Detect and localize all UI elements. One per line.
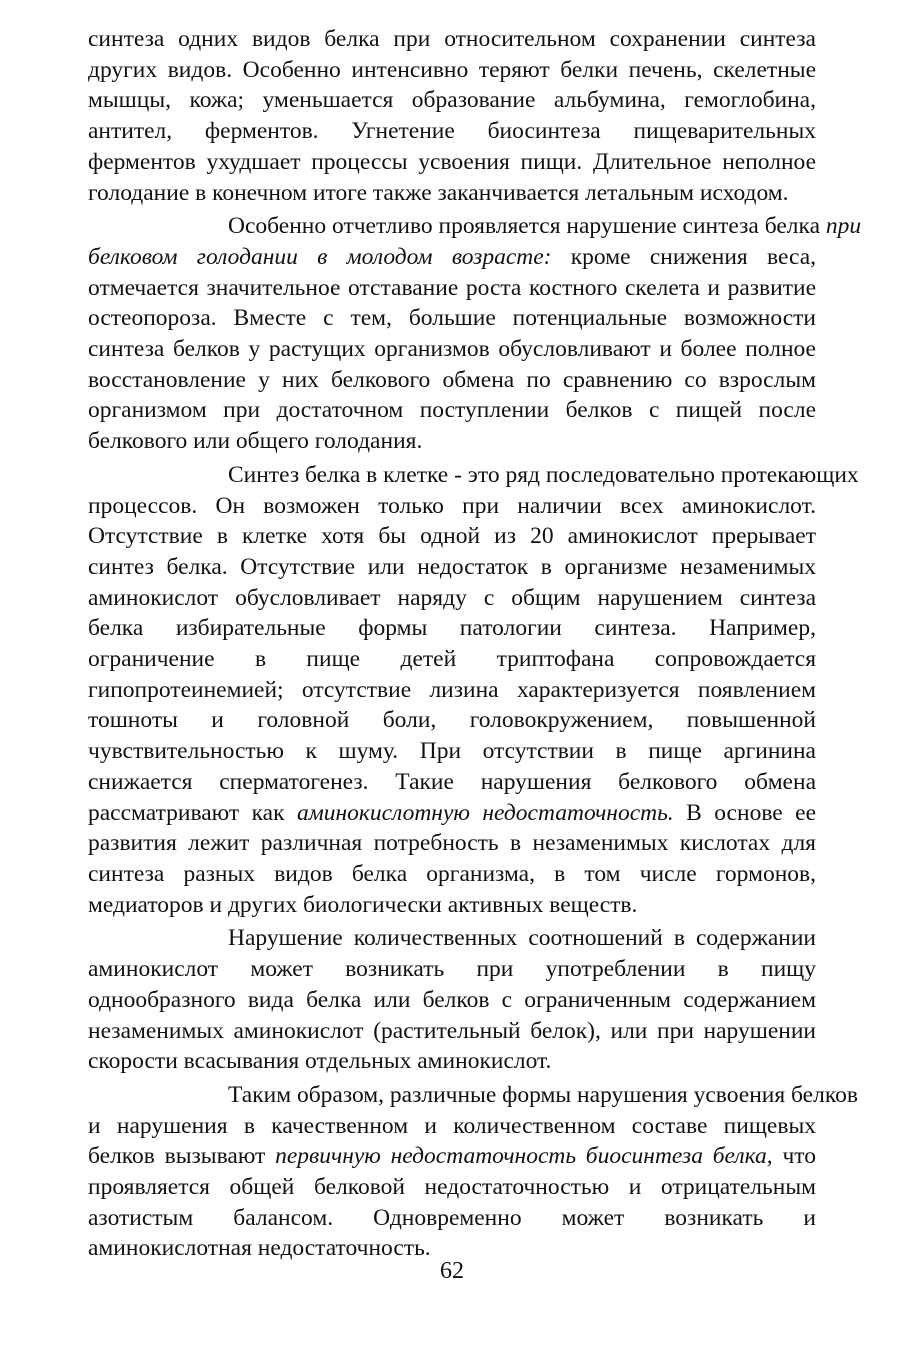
text-line <box>88 426 816 457</box>
text-line <box>88 491 816 522</box>
text-line <box>88 116 816 147</box>
text-line <box>88 675 816 706</box>
text-line <box>88 859 816 890</box>
text-line <box>88 178 816 209</box>
text-run: мышцы, кожа; уменьшается образование альбумина, гемоглобина, <box>88 87 816 114</box>
text-line <box>88 460 859 491</box>
text-run: развития лежит различная потребность в незаменимых кислотах для <box>88 830 816 857</box>
text-run: и нарушения в качественном и количественном составе пищевых <box>88 1112 816 1139</box>
text-run: В основе ее <box>673 799 817 826</box>
text-run: отмечается значительное отставание роста костного скелета и развитие <box>88 274 816 301</box>
text-line <box>88 1203 816 1234</box>
text-run: аминокислотная недостаточность. <box>88 1235 431 1262</box>
text-run: медиаторов и других биологически активных веществ. <box>88 891 638 918</box>
text-line <box>88 985 816 1016</box>
page-number: 62 <box>440 1258 464 1284</box>
italic-text: при <box>825 213 862 240</box>
paragraph-5 <box>88 1080 858 1264</box>
text-run: синтеза разных видов белка организма, в том числе гормонов, <box>88 860 816 887</box>
text-run: Нарушение количественных соотношений в содержании <box>228 925 816 952</box>
text-line <box>88 798 816 829</box>
page-body <box>88 24 862 1264</box>
text-run: восстановление у них белкового обмена по сравнению со взрослым <box>88 366 816 393</box>
text-run: гипопротеинемией; отсутствие лизина характеризуется появлением <box>88 676 816 703</box>
text-run: антител, ферментов. Угнетение биосинтеза пищеварительных <box>88 118 816 145</box>
paragraph-2 <box>88 211 862 457</box>
text-run: скорости всасывания отдельных аминокислот. <box>88 1048 552 1075</box>
paragraph-3 <box>88 460 859 921</box>
text-line <box>88 583 816 614</box>
text-line <box>88 613 816 644</box>
text-line <box>88 767 816 798</box>
text-run: проявляется общей белковой недостаточностью и отрицательным <box>88 1174 816 1201</box>
paragraph-4 <box>88 923 816 1077</box>
text-line <box>88 395 816 426</box>
text-run: что <box>772 1143 816 1170</box>
text-line <box>88 334 816 365</box>
text-line <box>88 521 816 552</box>
text-line <box>88 736 816 767</box>
text-line <box>88 705 816 736</box>
text-run: синтез белка. Отсутствие или недостаток в организме незаменимых <box>88 553 816 580</box>
text-run: ограничение в пище детей триптофана сопровождается <box>88 646 816 673</box>
text-run: остеопороза. Вместе с тем, большие потенциальные возможности <box>88 305 816 332</box>
text-run: Отсутствие в клетке хотя бы одной из 20 аминокислот прерывает <box>88 523 816 550</box>
text-line <box>88 211 862 242</box>
italic-text: аминокислотную недостаточность. <box>296 799 674 826</box>
text-line <box>88 303 816 334</box>
text-run: ферментов ухудшает процессы усвоения пищи. Длительное неполное <box>88 148 816 175</box>
text-run: процессов. Он возможен только при наличии всех аминокислот. <box>88 492 816 519</box>
text-run: Синтез белка в клетке - это ряд последовательно протекающих <box>228 461 859 488</box>
text-run: однообразного вида белка или белков с ограниченным содержанием <box>88 986 816 1013</box>
text-run: незаменимых аминокислот (растительный белок), или при нарушении <box>88 1017 816 1044</box>
text-line <box>88 644 816 675</box>
text-line <box>88 1080 858 1111</box>
text-line <box>88 24 816 55</box>
text-line <box>88 1141 816 1172</box>
text-line <box>88 1172 816 1203</box>
text-run: белкового или общего голодания. <box>88 428 423 455</box>
text-run: белков вызывают <box>88 1143 276 1170</box>
paragraph-1 <box>88 24 816 208</box>
text-line <box>88 923 816 954</box>
text-line <box>88 147 816 178</box>
text-line <box>88 1046 816 1077</box>
text-run: аминокислот обусловливает наряду с общим нарушением синтеза <box>88 584 816 611</box>
text-run: рассматривают как <box>88 799 297 826</box>
text-run: азотистым балансом. Одновременно может возникать и <box>88 1204 816 1231</box>
text-line <box>88 1111 816 1142</box>
text-line <box>88 954 816 985</box>
text-run: тошноты и головной боли, головокружением, повышенной <box>88 707 816 734</box>
text-line <box>88 1016 816 1047</box>
italic-text: первичную недостаточность биосинтеза белка, <box>275 1143 773 1170</box>
text-run: кроме снижения веса, <box>551 243 817 270</box>
text-run: Особенно отчетливо проявляется нарушение синтеза белка <box>228 213 826 240</box>
text-run: организмом при достаточном поступлении белков с пищей после <box>88 397 816 424</box>
text-run: снижается сперматогенез. Такие нарушения белкового обмена <box>88 768 816 795</box>
text-run: Таким образом, различные формы нарушения усвоения белков <box>228 1081 858 1108</box>
text-run: аминокислот может возникать при употреблении в пищу <box>88 956 816 983</box>
text-line <box>88 242 816 273</box>
text-run: голодание в конечном итоге также заканчивается летальным исходом. <box>88 179 789 206</box>
text-run: синтеза одних видов белка при относительном сохранении синтеза <box>88 26 816 52</box>
text-line <box>88 828 816 859</box>
text-line <box>88 85 816 116</box>
italic-text: белковом голодании в молодом возрасте: <box>88 243 552 270</box>
text-run: синтеза белков у растущих организмов обусловливают и более полное <box>88 336 816 363</box>
text-line <box>88 365 816 396</box>
text-run: белка избирательные формы патологии синтеза. Например, <box>88 615 816 642</box>
text-run: чувствительностью к шуму. При отсутствии в пище аргинина <box>88 738 816 765</box>
text-line <box>88 890 816 921</box>
text-line <box>88 552 816 583</box>
text-line <box>88 273 816 304</box>
text-run: других видов. Особенно интенсивно теряют белки печень, скелетные <box>88 56 816 83</box>
text-line <box>88 55 816 86</box>
